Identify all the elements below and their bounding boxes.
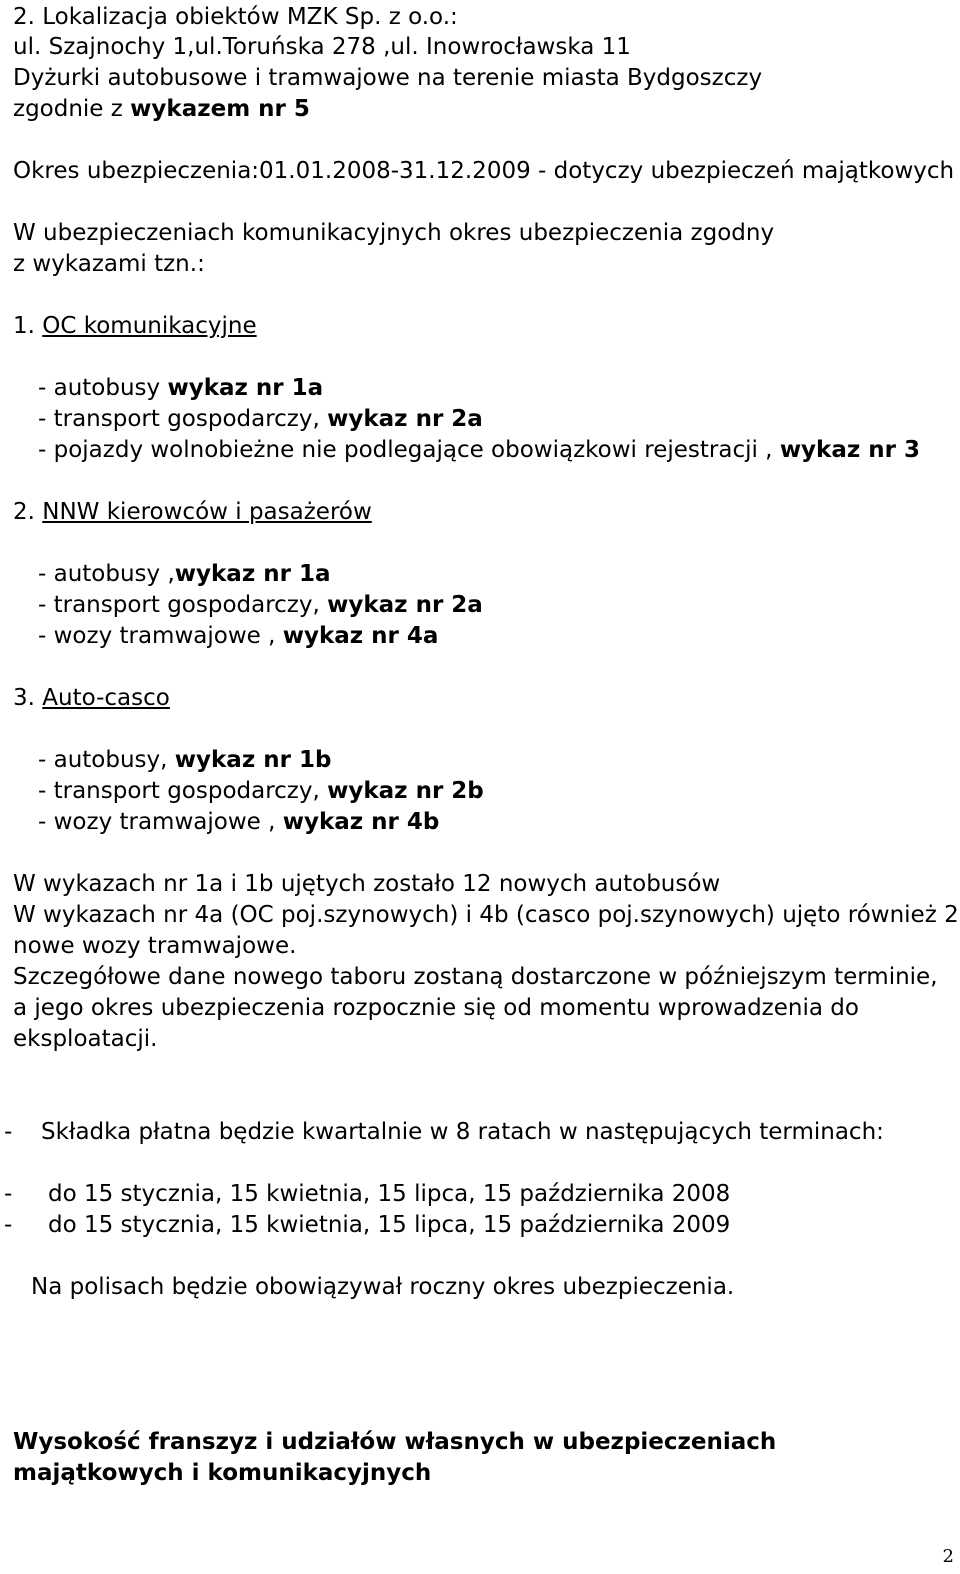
section-2-number: 2. (13, 499, 43, 525)
list-item-text: - transport gospodarczy, (38, 406, 328, 432)
list-item-text: - autobusy (38, 375, 168, 401)
page-number: 2 (942, 1546, 954, 1567)
list-item (38, 560, 330, 588)
list-item-ref: wykaz nr 4b (282, 809, 440, 835)
list-item (38, 374, 323, 402)
note-fleet-line2: a jego okres ubezpieczenia rozpocznie się od momentu wprowadzenia do (13, 995, 859, 1021)
list-item-text: - autobusy, (38, 747, 175, 773)
list-item-ref: wykaz nr 3 (779, 437, 920, 463)
section-1-number: 1. (13, 313, 43, 339)
list-item-ref: wykaz nr 2a (327, 406, 483, 432)
section-1-heading (13, 312, 257, 340)
premium-dash: - (4, 1119, 13, 1145)
list-item (38, 808, 439, 836)
deductibles-heading-line2: majątkowych i komunikacyjnych (13, 1460, 432, 1486)
list-item (38, 622, 438, 650)
location-list-ref (13, 95, 310, 123)
note-fleet-line3: eksploatacji. (13, 1026, 158, 1052)
list-item-text: - pojazdy wolnobieżne nie podlegające obowiązkowi rejestracji , (38, 437, 780, 463)
section-3-heading (13, 684, 170, 712)
note-trams-line1: W wykazach nr 4a (OC poj.szynowych) i 4b (casco poj.szynowych) ujęto również 2 (13, 902, 959, 928)
section-3-title: Auto-casco (42, 685, 170, 711)
vehicle-insurance-note-line2: z wykazami tzn.: (13, 251, 205, 277)
list-item-text: - wozy tramwajowe , (38, 623, 283, 649)
location-list-ref-bold: wykazem nr 5 (130, 96, 310, 122)
section-2-title: NNW kierowców i pasażerów (42, 499, 372, 525)
premium-term-dash: - (4, 1212, 13, 1238)
vehicle-insurance-note-line1: W ubezpieczeniach komunikacyjnych okres ubezpieczenia zgodny (13, 220, 775, 246)
list-item-ref: wykaz nr 1b (174, 747, 332, 773)
list-item-text: - autobusy , (38, 561, 175, 587)
list-item (38, 405, 483, 433)
insurance-period: Okres ubezpieczenia:01.01.2008-31.12.2009 - dotyczy ubezpieczeń majątkowych (13, 158, 955, 184)
section-1-title: OC komunikacyjne (42, 313, 257, 339)
list-item-ref: wykaz nr 1a (167, 375, 324, 401)
list-item-text: - wozy tramwajowe , (38, 809, 283, 835)
location-heading: 2. Lokalizacja obiektów MZK Sp. z o.o.: (13, 4, 458, 30)
list-item-ref: wykaz nr 2b (327, 778, 484, 804)
section-2-heading (13, 498, 372, 526)
premium-term-dash: - (4, 1181, 13, 1207)
premium-term: do 15 stycznia, 15 kwietnia, 15 lipca, 15 października 2009 (48, 1212, 731, 1238)
deductibles-heading-line1: Wysokość franszyz i udziałów własnych w ubezpieczeniach (13, 1429, 777, 1455)
section-3-number: 3. (13, 685, 43, 711)
list-item (38, 746, 331, 774)
list-item-text: - transport gospodarczy, (38, 592, 328, 618)
location-list-ref-text: zgodnie z (13, 96, 131, 122)
list-item (38, 777, 484, 805)
list-item-ref: wykaz nr 2a (327, 592, 483, 618)
list-item-ref: wykaz nr 4a (282, 623, 439, 649)
list-item (38, 591, 483, 619)
list-item-text: - transport gospodarczy, (38, 778, 328, 804)
list-item (38, 436, 920, 464)
premium-term: do 15 stycznia, 15 kwietnia, 15 lipca, 15 października 2008 (48, 1181, 731, 1207)
note-new-buses: W wykazach nr 1a i 1b ujętych zostało 12 nowych autobusów (13, 871, 721, 897)
premium-text: Składka płatna będzie kwartalnie w 8 ratach w następujących terminach: (41, 1119, 884, 1145)
list-item-ref: wykaz nr 1a (174, 561, 331, 587)
note-trams-line2: nowe wozy tramwajowe. (13, 933, 297, 959)
policy-period-note: Na polisach będzie obowiązywał roczny okres ubezpieczenia. (31, 1274, 735, 1300)
location-duty-rooms: Dyżurki autobusowe i tramwajowe na terenie miasta Bydgoszczy (13, 65, 763, 91)
location-addresses: ul. Szajnochy 1,ul.Toruńska 278 ,ul. Inowrocławska 11 (13, 34, 631, 60)
note-fleet-line1: Szczegółowe dane nowego taboru zostaną dostarczone w późniejszym terminie, (13, 964, 938, 990)
